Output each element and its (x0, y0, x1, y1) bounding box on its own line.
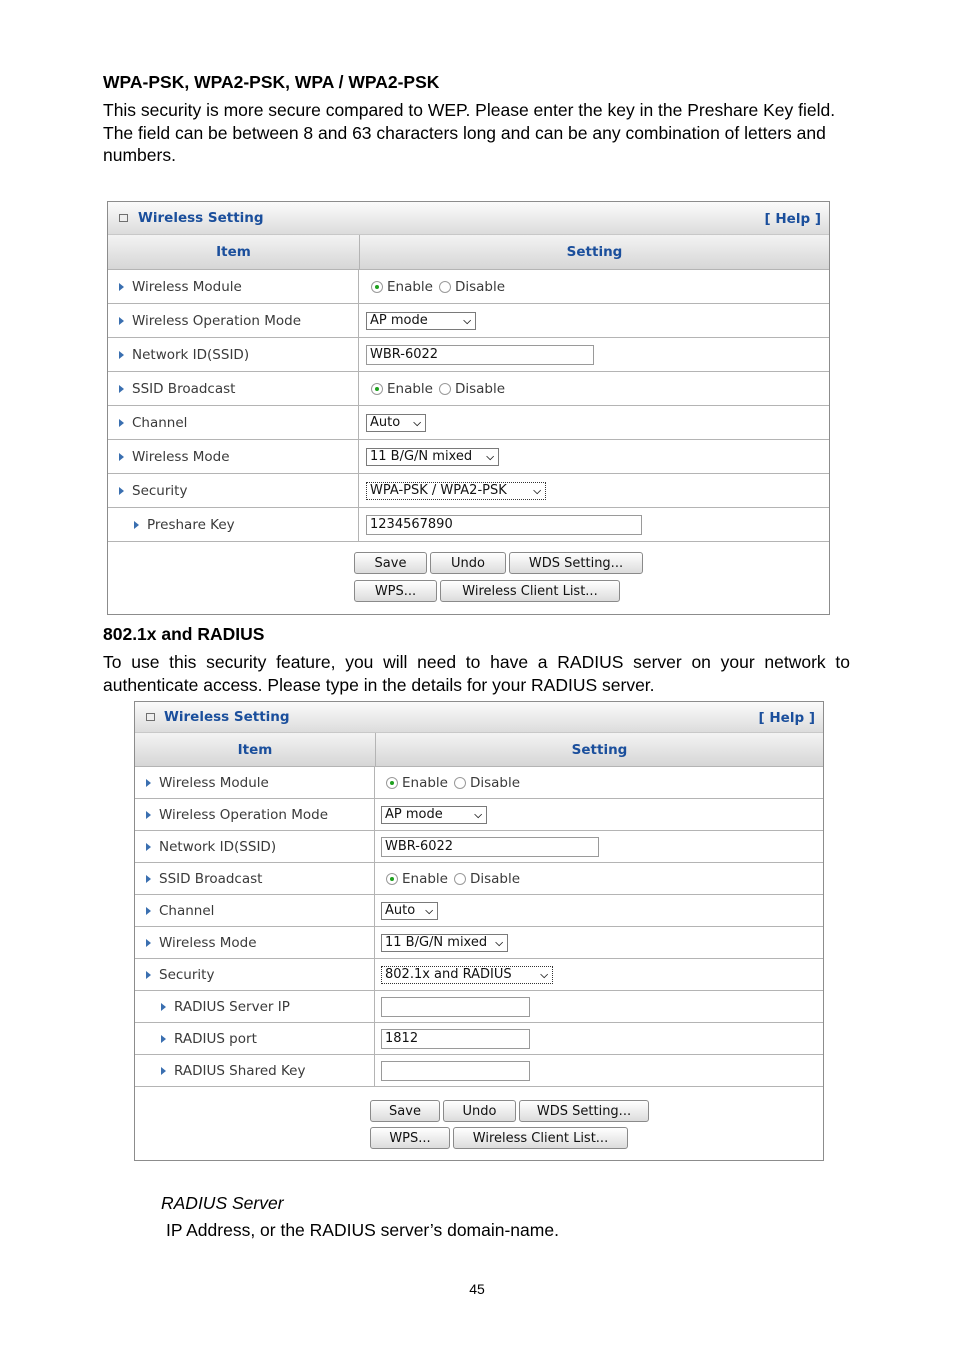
paragraph-line: numbers. (103, 145, 176, 165)
chevron-down-icon: ⌵ (486, 451, 494, 463)
wds-setting-button[interactable]: WDS Setting... (519, 1100, 649, 1122)
row-label-text: RADIUS Server IP (174, 998, 290, 1015)
row-label-text: SSID Broadcast (132, 380, 236, 397)
arrow-right-icon (146, 811, 151, 819)
section-paragraph-wpa (103, 99, 835, 167)
channel-select[interactable] (381, 902, 438, 920)
column-header-item: Item (135, 733, 376, 766)
radio-disable[interactable] (454, 777, 466, 789)
wds-setting-button[interactable]: WDS Setting... (509, 552, 643, 574)
paragraph-line: This security is more secure compared to WEP. Please enter the key in the Preshare Key field. (103, 100, 836, 120)
panel-box-icon (119, 214, 128, 222)
radio-enable[interactable] (386, 873, 398, 885)
arrow-right-icon (146, 971, 151, 979)
row-wireless-mode (135, 927, 823, 959)
column-header-setting: Setting (566, 244, 623, 260)
radio-disable[interactable] (439, 383, 451, 395)
row-label (135, 799, 375, 830)
radio-enable-label: Enable (402, 774, 448, 791)
channel-select[interactable] (366, 414, 426, 432)
paragraph-line: authenticate access. Please type in the details for your RADIUS server. (103, 674, 655, 695)
row-label-text: Channel (159, 902, 215, 919)
select-value: 802.1x and RADIUS (385, 967, 512, 982)
wps-button[interactable]: WPS... (354, 580, 437, 602)
row-value (366, 338, 829, 371)
chevron-down-icon: ⌵ (474, 809, 482, 821)
chevron-down-icon: ⌵ (463, 315, 471, 327)
select-value: 11 B/G/N mixed (370, 449, 473, 464)
chevron-down-icon: ⌵ (425, 905, 433, 917)
save-button[interactable]: Save (354, 552, 427, 574)
row-value (381, 895, 823, 926)
paragraph-line: To use this security feature, you will need to have a RADIUS server on your network to (103, 652, 850, 672)
row-label-text: Wireless Mode (132, 448, 230, 465)
row-channel (135, 895, 823, 927)
help-link[interactable]: [ Help ] (764, 211, 821, 227)
arrow-right-icon (161, 1035, 166, 1043)
table-header (108, 235, 829, 270)
undo-button[interactable]: Undo (443, 1100, 516, 1122)
panel-title: Wireless Setting (138, 210, 264, 226)
radio-enable[interactable] (371, 383, 383, 395)
row-label (135, 1055, 375, 1086)
radio-enable-label: Enable (402, 870, 448, 887)
radius-port-input[interactable]: 1812 (381, 1029, 530, 1049)
row-security (135, 959, 823, 991)
row-label-text: SSID Broadcast (159, 870, 263, 887)
wireless-client-list-button[interactable]: Wireless Client List... (453, 1127, 628, 1149)
row-value (381, 831, 823, 862)
table-header (135, 733, 823, 767)
row-label-text: Security (132, 482, 188, 499)
row-label (108, 406, 359, 439)
wireless-setting-panel-radius (134, 701, 824, 1161)
select-value: AP mode (385, 807, 443, 822)
select-value: Auto (385, 903, 416, 918)
row-value (381, 799, 823, 830)
wireless-mode-select[interactable] (381, 934, 508, 952)
help-link[interactable]: [ Help ] (758, 710, 815, 726)
row-value (386, 863, 823, 894)
button-row-2 (354, 580, 620, 602)
row-wireless-module (135, 767, 823, 799)
arrow-right-icon (146, 939, 151, 947)
row-value (381, 991, 823, 1022)
row-security (108, 474, 829, 508)
row-radius-server-ip (135, 991, 823, 1023)
row-label (108, 338, 359, 371)
row-value (366, 406, 829, 439)
row-preshare-key (108, 508, 829, 542)
row-value (371, 372, 829, 405)
arrow-right-icon (119, 351, 124, 359)
row-label-text: RADIUS Shared Key (174, 1062, 306, 1079)
row-label (135, 895, 375, 926)
row-value (366, 440, 829, 473)
row-label (108, 508, 359, 541)
chevron-down-icon: ⌵ (540, 969, 548, 981)
arrow-right-icon (161, 1067, 166, 1075)
security-select[interactable] (366, 482, 546, 500)
row-value (381, 959, 823, 990)
row-label (108, 372, 359, 405)
radius-server-ip-input[interactable] (381, 997, 530, 1017)
row-label-text: Network ID(SSID) (159, 838, 277, 855)
page-number: 45 (469, 1281, 485, 1297)
wireless-setting-panel-wpa (107, 201, 830, 615)
row-value (371, 270, 829, 303)
row-channel (108, 406, 829, 440)
operation-mode-select[interactable] (366, 312, 476, 330)
row-value (366, 474, 829, 507)
row-label (135, 767, 375, 798)
row-wireless-mode (108, 440, 829, 474)
chevron-down-icon: ⌵ (533, 485, 541, 497)
row-label-text: Security (159, 966, 215, 983)
row-label-text: Channel (132, 414, 188, 431)
row-value (366, 508, 829, 541)
row-ssid-broadcast (135, 863, 823, 895)
row-value (381, 1055, 823, 1086)
radius-server-title: RADIUS Server (161, 1193, 284, 1213)
section-heading-radius: 802.1x and RADIUS (103, 624, 265, 644)
radio-enable[interactable] (371, 281, 383, 293)
row-label (135, 991, 375, 1022)
arrow-right-icon (146, 779, 151, 787)
panel-title-bar (108, 202, 829, 235)
row-label-text: Wireless Module (132, 278, 242, 295)
row-value (381, 927, 823, 958)
radio-disable[interactable] (454, 873, 466, 885)
row-label-text: Wireless Module (159, 774, 269, 791)
arrow-right-icon (146, 875, 151, 883)
row-label (135, 927, 375, 958)
row-label (108, 474, 359, 507)
panel-title: Wireless Setting (164, 709, 290, 725)
wps-button[interactable]: WPS... (370, 1127, 450, 1149)
panel-title-bar (135, 702, 823, 733)
arrow-right-icon (119, 419, 124, 427)
ssid-input[interactable]: WBR-6022 (366, 345, 594, 365)
button-row-2 (370, 1127, 628, 1149)
paragraph-line: The field can be between 8 and 63 characters long and can be any combination of letters and (103, 122, 826, 143)
row-label-text: Wireless Operation Mode (132, 312, 302, 329)
radio-disable-label: Disable (454, 278, 506, 295)
radio-enable-label: Enable (387, 278, 433, 295)
select-value: Auto (370, 415, 401, 430)
arrow-right-icon (146, 843, 151, 851)
row-operation-mode (135, 799, 823, 831)
radio-disable-label: Disable (469, 774, 521, 791)
select-value: WPA-PSK / WPA2-PSK (370, 483, 507, 498)
row-wireless-module (108, 270, 829, 304)
column-header-item: Item (108, 235, 360, 269)
row-label-text: Network ID(SSID) (132, 346, 250, 363)
row-label (135, 863, 375, 894)
arrow-right-icon (119, 317, 124, 325)
radius-server-description: IP Address, or the RADIUS server’s domain-name. (166, 1220, 559, 1240)
row-ssid (135, 831, 823, 863)
undo-button[interactable]: Undo (430, 552, 506, 574)
row-radius-shared-key (135, 1055, 823, 1087)
wireless-mode-select[interactable] (366, 448, 499, 466)
chevron-down-icon: ⌵ (495, 937, 503, 949)
arrow-right-icon (119, 283, 124, 291)
arrow-right-icon (134, 521, 139, 529)
panel-box-icon (146, 713, 155, 721)
row-label (135, 831, 375, 862)
select-value: AP mode (370, 313, 428, 328)
radius-shared-key-input[interactable] (381, 1061, 530, 1081)
arrow-right-icon (161, 1003, 166, 1011)
row-label (108, 270, 359, 303)
row-ssid (108, 338, 829, 372)
row-value (381, 1023, 823, 1054)
select-value: 11 B/G/N mixed (385, 935, 488, 950)
row-label-text: Preshare Key (147, 516, 235, 533)
arrow-right-icon (119, 453, 124, 461)
row-ssid-broadcast (108, 372, 829, 406)
row-label (135, 1023, 375, 1054)
arrow-right-icon (146, 907, 151, 915)
security-select[interactable] (381, 966, 553, 984)
ssid-input[interactable]: WBR-6022 (381, 837, 599, 857)
chevron-down-icon: ⌵ (413, 417, 421, 429)
preshare-key-input[interactable]: 1234567890 (366, 515, 642, 535)
row-label (108, 440, 359, 473)
radio-enable[interactable] (386, 777, 398, 789)
column-header-setting: Setting (571, 741, 628, 758)
arrow-right-icon (119, 385, 124, 393)
radio-disable[interactable] (439, 281, 451, 293)
radio-disable-label: Disable (454, 380, 506, 397)
save-button[interactable]: Save (370, 1100, 440, 1122)
row-label (135, 959, 375, 990)
row-radius-port (135, 1023, 823, 1055)
section-paragraph-radius (103, 651, 909, 696)
arrow-right-icon (119, 487, 124, 495)
row-value (366, 304, 829, 337)
radio-enable-label: Enable (387, 380, 433, 397)
operation-mode-select[interactable] (381, 806, 487, 824)
section-heading-wpa: WPA-PSK, WPA2-PSK, WPA / WPA2-PSK (103, 72, 440, 92)
row-label-text: Wireless Mode (159, 934, 257, 951)
wireless-client-list-button[interactable]: Wireless Client List... (440, 580, 620, 602)
row-value (386, 767, 823, 798)
row-label (108, 304, 359, 337)
button-row-1 (354, 552, 643, 574)
row-label-text: Wireless Operation Mode (159, 806, 329, 823)
button-row-1 (370, 1100, 649, 1122)
row-operation-mode (108, 304, 829, 338)
radio-disable-label: Disable (469, 870, 521, 887)
row-label-text: RADIUS port (174, 1030, 257, 1047)
